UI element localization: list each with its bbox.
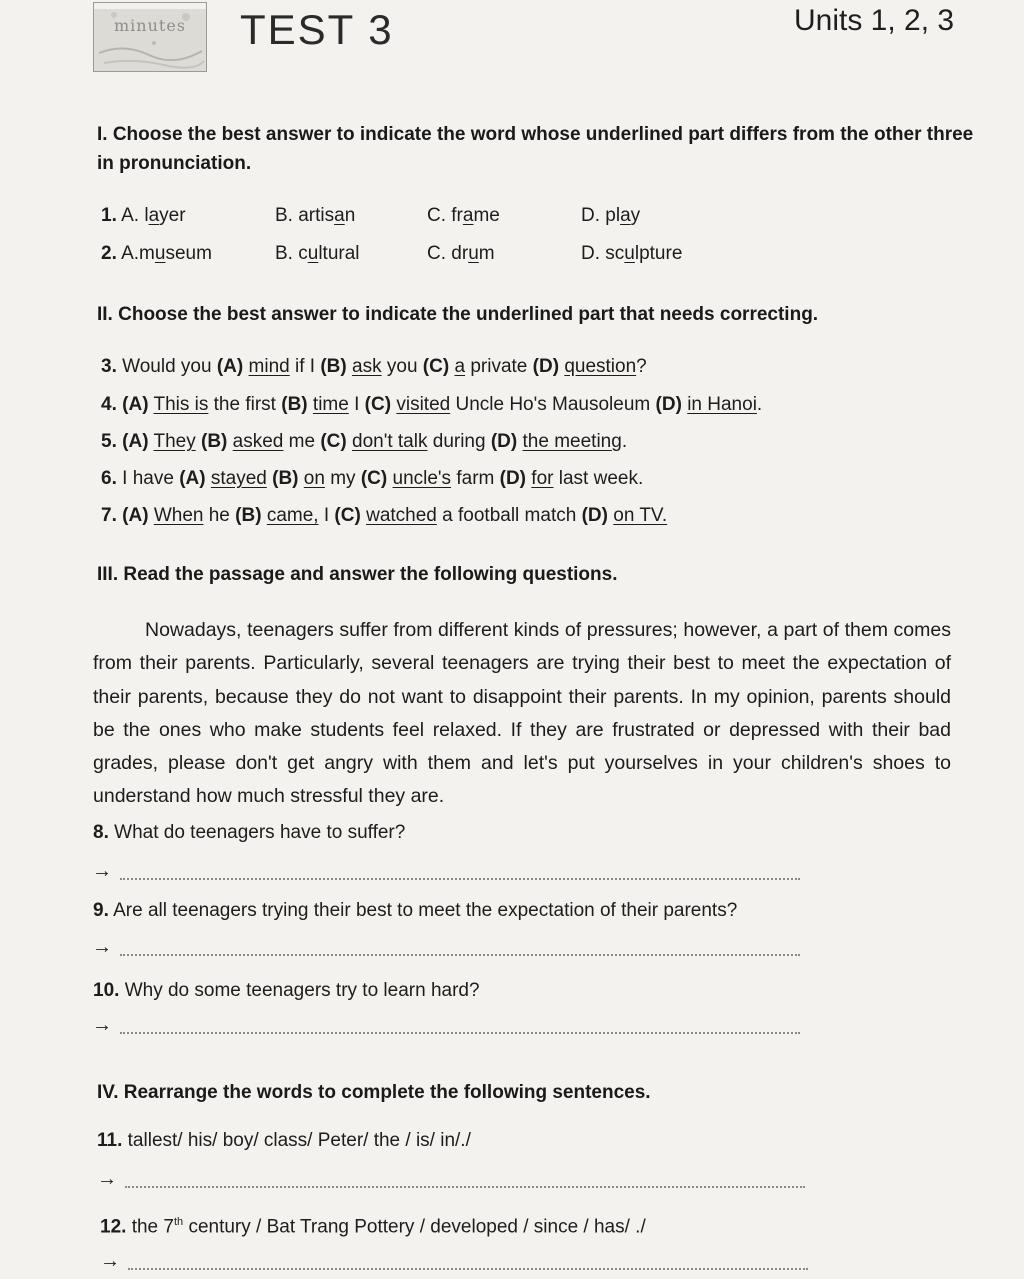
choice-label: (B) [281, 394, 308, 415]
question-1-option-b [275, 205, 355, 227]
question-text: tallest/ his/ boy/ class/ Peter/ the / is/ in/./ [127, 1130, 471, 1151]
word-part: seum [165, 243, 212, 264]
word-part: l [144, 205, 149, 226]
underlined-letter: u [624, 243, 635, 264]
question-text: he [208, 505, 230, 526]
question-text: farm [456, 468, 495, 489]
option-letter: C. [427, 243, 446, 264]
question-text: you [386, 356, 418, 377]
question-text: I [354, 394, 360, 415]
section-3-heading: III. Read the passage and answer the following questions. [97, 564, 618, 585]
question-2-option-b [275, 243, 360, 265]
arrow-icon: → [92, 936, 112, 958]
question-number: 9. [93, 900, 109, 921]
word-part: pl [605, 205, 621, 226]
word-part: y [630, 205, 641, 226]
underlined-part: a [454, 356, 466, 377]
question-11 [97, 1130, 471, 1152]
underlined-part: This is [153, 394, 209, 415]
choice-label: (A) [216, 356, 244, 377]
question-2-option-a [101, 243, 212, 265]
underlined-part: ask [352, 356, 382, 377]
option-letter: A. [121, 205, 140, 226]
choice-label: (D) [490, 431, 518, 452]
question-text: . [756, 394, 763, 415]
question-number: 7. [101, 505, 117, 526]
publisher-logo [93, 2, 207, 72]
question-text: the first [213, 394, 276, 415]
question-5 [101, 431, 627, 453]
option-letter: D. [581, 205, 600, 226]
choice-label: (C) [334, 505, 361, 526]
word-part: artis [298, 205, 335, 226]
arrow-icon: → [100, 1250, 120, 1272]
logo-texture-icon [94, 3, 206, 71]
choice-label: (A) [122, 394, 149, 415]
word-part: m [139, 243, 155, 264]
arrow-icon: → [92, 860, 112, 882]
question-4 [101, 394, 762, 416]
question-text: me [288, 431, 316, 452]
question-2-option-d [581, 243, 682, 265]
underlined-part: watched [366, 505, 437, 526]
word-part: fr [451, 205, 463, 226]
underlined-part: mind [248, 356, 290, 377]
section-1-heading-line2: in pronunciation. [97, 153, 252, 174]
underlined-part: stayed [210, 468, 267, 489]
question-text: Uncle Ho's Mausoleum [455, 394, 651, 415]
dotted-answer-line [120, 1032, 800, 1034]
option-letter: A. [121, 243, 140, 264]
question-number: 4. [101, 394, 117, 415]
question-text: the 7 [131, 1216, 174, 1238]
underlined-letter: a [334, 205, 345, 226]
question-1-option-a [101, 205, 186, 227]
word-part: lpture [634, 243, 683, 264]
question-number: 1. [101, 205, 117, 226]
underlined-letter: a [620, 205, 631, 226]
question-text: ? [636, 356, 647, 377]
choice-label: (D) [499, 468, 527, 489]
word-part: me [473, 205, 500, 226]
section-2-heading: II. Choose the best answer to indicate the underlined part that needs correcting. [97, 304, 819, 325]
question-text: a football match [442, 505, 577, 526]
question-6 [101, 468, 643, 490]
word-part: c [298, 243, 308, 264]
question-1-option-d [581, 205, 640, 227]
word-part: ltural [318, 243, 360, 264]
underlined-part: They [153, 431, 196, 452]
test-title: TEST 3 [240, 6, 394, 53]
question-text: private [470, 356, 528, 377]
choice-label: (C) [320, 431, 347, 452]
units-label: Units 1, 2, 3 [794, 4, 955, 37]
underlined-part: question [564, 356, 637, 377]
question-text: my [330, 468, 356, 489]
question-number: 11. [97, 1130, 123, 1151]
question-12 [100, 1216, 646, 1238]
option-letter: B. [275, 243, 293, 264]
dotted-answer-line [120, 878, 800, 880]
question-number: 12. [100, 1216, 127, 1238]
dotted-answer-line [128, 1268, 808, 1270]
choice-label: (C) [422, 356, 450, 377]
choice-label: (C) [364, 394, 392, 415]
arrow-icon: → [92, 1014, 112, 1036]
underlined-part: don't talk [352, 431, 428, 452]
ordinal-suffix: th [173, 1216, 184, 1228]
question-7 [101, 505, 667, 527]
underlined-part: asked [232, 431, 284, 452]
question-10 [93, 980, 480, 1002]
question-number: 8. [93, 822, 109, 843]
underlined-letter: u [468, 243, 479, 264]
choice-label: (B) [235, 505, 262, 526]
choice-label: (D) [655, 394, 682, 415]
question-number: 2. [101, 243, 117, 264]
underlined-part: When [153, 505, 204, 526]
option-letter: C. [427, 205, 446, 226]
choice-label: (C) [360, 468, 388, 489]
word-part: sc [605, 243, 625, 264]
choice-label: (D) [581, 505, 608, 526]
option-letter: D. [581, 243, 600, 264]
question-text: I [323, 505, 330, 526]
word-part: n [344, 205, 356, 226]
question-number: 3. [101, 356, 117, 377]
reading-passage: Nowadays, teenagers suffer from different kinds of pressures; however, a part of them comes from their parents. Particularly, several teenagers are trying their best to meet the expectation of their parents, because they do not want to disappoint their parents. In my opinion, parents should be the ones who make students feel relaxed. If they are frustrated or depressed with their bad grades, please don't get angry with them and let's put yourselves in your children's shoes to understand how much stressful they are. [93, 619, 951, 808]
question-text: What do teenagers have to suffer? [114, 822, 406, 843]
question-text: I have [122, 468, 174, 489]
question-text: Would you [122, 356, 212, 377]
underlined-letter: a [462, 205, 474, 226]
option-letter: B. [275, 205, 293, 226]
underlined-part: in Hanoi [687, 394, 757, 415]
choice-label: (B) [320, 356, 347, 377]
logo-text: minutes [113, 15, 186, 35]
underlined-part: on TV. [613, 505, 668, 526]
question-1-option-c [427, 205, 500, 227]
question-3 [101, 356, 647, 378]
arrow-icon: → [97, 1168, 117, 1190]
underlined-part: for [531, 468, 554, 489]
question-text: . [621, 431, 628, 452]
choice-label: (A) [122, 505, 149, 526]
choice-label: (B) [272, 468, 299, 489]
question-text: last week. [558, 468, 644, 489]
underlined-part: time [312, 394, 349, 415]
underlined-letter: u [154, 243, 166, 264]
question-2-option-c [427, 243, 495, 265]
question-text: if I [295, 356, 316, 377]
underlined-part: visited [396, 394, 451, 415]
word-part: yer [159, 205, 186, 226]
choice-label: (A) [179, 468, 206, 489]
underlined-part: came, [266, 505, 319, 526]
section-1-heading-line1: I. Choose the best answer to indicate the word whose underlined part differs from the other three [97, 124, 974, 145]
question-text: Why do some teenagers try to learn hard? [124, 980, 480, 1001]
underlined-letter: u [307, 243, 319, 264]
dotted-answer-line [125, 1186, 805, 1188]
choice-label: (B) [201, 431, 228, 452]
choice-label: (A) [122, 431, 149, 452]
underlined-letter: a [148, 205, 160, 226]
question-text: Are all teenagers trying their best to meet the expectation of their parents? [113, 900, 738, 921]
underlined-part: the meeting [522, 431, 622, 452]
choice-label: (D) [532, 356, 560, 377]
question-text: during [432, 431, 486, 452]
question-number: 6. [101, 468, 117, 489]
question-number: 5. [101, 431, 117, 452]
underlined-part: uncle's [392, 468, 452, 489]
question-9 [93, 900, 737, 922]
section-4-heading: IV. Rearrange the words to complete the following sentences. [97, 1082, 651, 1103]
dotted-answer-line [120, 954, 800, 956]
underlined-part: on [303, 468, 325, 489]
question-8 [93, 822, 405, 844]
question-number: 10. [93, 980, 120, 1001]
word-part: dr [451, 243, 469, 264]
word-part: m [478, 243, 495, 264]
question-text: century / Bat Trang Pottery / developed / since / has/ ./ [188, 1216, 646, 1238]
